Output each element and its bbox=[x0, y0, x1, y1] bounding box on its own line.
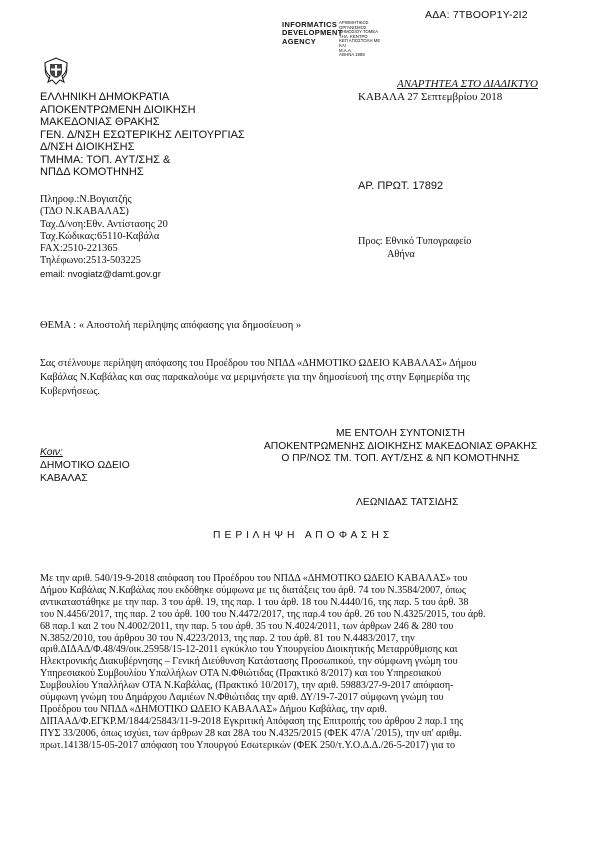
contact-info bbox=[40, 194, 168, 280]
info-line: Πληροφ.:Ν.Βογιατζής bbox=[40, 194, 132, 205]
recipient-to: Προς: Εθνικό Τυπογραφείο bbox=[358, 236, 472, 247]
info-line: Ταχ.Δ/νση:Εθν. Αντίστασης 20 bbox=[40, 218, 168, 230]
header-line: ΑΠΟΚΕΝΤΡΩΜΕΝΗ ΔΙΟΙΚΗΣΗ bbox=[40, 103, 196, 116]
signatory-name: ΛΕΩΝΙΔΑΣ ΤΑΤΣΙΔΗΣ bbox=[356, 497, 459, 508]
body-line: αντικαταστάθηκε με την παρ. 3 του άρθ. 19, της παρ. 1 του άρθ. 18 του Ν.4440/16, της παρ. 5 του άρθ. 38 bbox=[40, 596, 469, 608]
body-line: Με την αριθ. 540/19-9-2018 απόφαση του Προέδρου του ΝΠΔΔ «ΔΗΜΟΤΙΚΟ ΩΔΕΙΟ ΚΑΒΑΛΑΣ» του bbox=[40, 573, 468, 584]
cc-line: ΚΑΒΑΛΑΣ bbox=[40, 472, 88, 484]
header-line: ΕΛΛΗΝΙΚΗ ΔΗΜΟΚΡΑΤΙΑ bbox=[40, 91, 170, 103]
place-date: ΚΑΒΑΛΑ 27 Σεπτεμβρίου 2018 bbox=[358, 91, 503, 103]
intro-paragraph bbox=[40, 357, 476, 399]
body-line: αριθ.ΔΙΔΑΔ/Φ.48/49/οικ.25958/15-12-2011 εγκύκλιο του Υπουργείου Διοικητικής Μεταρρύθμισης και bbox=[40, 644, 458, 656]
signature-block bbox=[243, 428, 558, 466]
intro-line: Σας στέλνουμε περίληψη απόφασης του Προέδρου του ΝΠΔΔ «ΔΗΜΟΤΙΚΟ ΩΔΕΙΟ ΚΑΒΑΛΑΣ» Δήμου bbox=[40, 358, 477, 369]
header-line: ΓΕΝ. Δ/ΝΣΗ ΕΣΩΤΕΡΙΚΗΣ ΛΕΙΤΟΥΡΓΙΑΣ bbox=[40, 128, 245, 141]
recipient-city: Αθήνα bbox=[387, 249, 415, 260]
cc-label: Κοιν: bbox=[40, 447, 63, 458]
ida-logo-fine-print: ΑΡΙΘΜΗΤΙΚΟΣ ΟΡΓΑΝΙΣΜΟΣ ΔΗΜΟΣΙΟΥ ΤΟΜΕΑ ΤΗΛ. ΚΕΝΤΡΟ ΚΕΠ ΑΠΟΣΤΟΛΗ ΜΕ ΚΑΙ Μ.Α.Α. ΑΘΗΝΑ 1988 bbox=[339, 20, 381, 58]
info-line: (ΤΔΟ Ν.ΚΑΒΑΛΑΣ) bbox=[40, 206, 129, 218]
signature-line: Ο ΠΡ/ΝΟΣ ΤΜ. ΤΟΠ. ΑΥΤ/ΣΗΣ & ΝΠ ΚΟΜΟΤΗΝΗΣ bbox=[281, 453, 520, 465]
body-line: Συμβουλίου Υπαλλήλων ΟΤΑ Ν.Καβάλας, (Πρακτικό 10/2017), την αριθ. 59883/27-9-2017 απόφαση- bbox=[40, 680, 454, 692]
header-line: ΤΜΗΜΑ: ΤΟΠ. ΑΥΤ/ΣΗΣ & bbox=[40, 153, 171, 166]
summary-body bbox=[40, 573, 560, 752]
header-line: ΜΑΚΕΔΟΝΙΑΣ ΘΡΑΚΗΣ bbox=[40, 116, 160, 128]
body-line: του Ν.4456/2017, της παρ. 2 του άρθ. 100 του Ν.4472/2017, της παρ.4 του άρθ. 26 του Ν.4325/2015, του άρθ. bbox=[40, 608, 486, 620]
cc-line: ΔΗΜΟΤΙΚΟ ΩΔΕΙΟ bbox=[40, 459, 130, 471]
signature-line: ΜΕ ΕΝΤΟΛΗ ΣΥΝΤΟΝΙΣΤΗ bbox=[336, 428, 465, 439]
body-line: ΠΥΣ 33/2006, όπως ισχύει, των άρθρων 28 και 28Α του Ν.4325/2015 (ΦΕΚ 47/Α΄/2015), την υπ' αριθμ. bbox=[40, 727, 462, 739]
subject-line: ΘΕΜΑ : « Αποστολή περίληψης απόφασης για δημοσίευση » bbox=[40, 320, 302, 331]
posting-notice: ΑΝΑΡΤΗΤΕΑ ΣΤΟ ΔΙΑΔΙΚΤΥΟ bbox=[397, 78, 538, 90]
protocol-number: ΑΡ. ΠΡΩΤ. 17892 bbox=[358, 180, 444, 192]
body-line: ΔΙΠΑΑΔ/Φ.ΕΓΚΡ.Μ/1844/25843/11-9-2018 Εγκριτική Απόφαση της Επιτροπής του άρθρου 2 παρ.1 της bbox=[40, 715, 464, 727]
email-line: email: nvogiatz@damt.gov.gr bbox=[40, 267, 161, 279]
ada-code: ΑΔΑ: 7ΤΒΟΟΡ1Υ-2Ι2 bbox=[425, 9, 528, 21]
body-line: Ν.3852/2010, του άρθρου 30 του Ν.4223/2013, της παρ. 2 του άρθ. 81 του Ν.4483/2017, την bbox=[40, 632, 415, 644]
header-line: Δ/ΝΣΗ ΔΙΟΙΚΗΣΗΣ bbox=[40, 141, 135, 153]
coat-of-arms-svg bbox=[43, 57, 69, 85]
ida-logo-text: INFORMATICS DEVELOPMENT AGENCY bbox=[282, 20, 343, 46]
body-line: 68 παρ.1 και 2 του Ν.4002/2011, την παρ. 5 του άρθ. 35 του Ν.4024/2011, των άρθρων 246 & 280 του bbox=[40, 620, 454, 632]
sender-header bbox=[40, 91, 245, 179]
info-line: FAX:2510-221365 bbox=[40, 243, 118, 255]
body-line: Υπηρεσιακού Συμβουλίου Υπαλλήλων ΟΤΑ Ν.Φθιώτιδας (Πρακτικό 8/2017) και του Υπηρεσιακού bbox=[40, 668, 442, 680]
summary-title: Π Ε Ρ Ι Λ Η Ψ Η Α Π Ο Φ Α Σ Η Σ bbox=[213, 530, 390, 541]
recipient bbox=[358, 235, 471, 261]
cc-block bbox=[40, 447, 130, 485]
body-line: Ηλεκτρονικής Διακυβέρνησης – Γενική Διεύθυνση Κατάστασης Προσωπικού, την σύμφωνη γνώμη του bbox=[40, 656, 458, 668]
body-line: Προέδρου του ΝΠΔΔ «ΔΗΜΟΤΙΚΟ ΩΔΕΙΟ ΚΑΒΑΛΑΣ» Δήμου Καβάλας, την αριθ. bbox=[40, 703, 388, 715]
info-line: Ταχ.Κώδικας:65110-Καβάλα bbox=[40, 230, 160, 242]
header-line: ΝΠΔΔ ΚΟΜΟΤΗΝΗΣ bbox=[40, 166, 144, 178]
body-line: πρωτ.14138/15-05-2017 απόφαση του Υπουργού Εσωτερικών (ΦΕΚ 250/τ.Υ.Ο.Δ.Δ./26-5-2017) για το bbox=[40, 739, 456, 751]
greek-coat-of-arms-icon bbox=[43, 57, 69, 90]
intro-line: Κυβερνήσεως. bbox=[40, 386, 100, 397]
info-line: Τηλέφωνο:2513-503225 bbox=[40, 255, 141, 267]
intro-line: Καβάλας Ν.Καβάλας και σας παρακαλούμε να μεριμνήσετε για την δημοσίευσή της στην Εφημερίδα της bbox=[40, 372, 470, 383]
body-line: Δήμου Καβάλας Ν.Καβάλας που εκδόθηκε σύμφωνα με τις διατάξεις του άρθ. 74 του Ν.3584/2007, όπως bbox=[40, 584, 466, 596]
body-line: σύμφωνη γνώμη του Δημάρχου Λαμιέων Ν.Φθιώτιδας την αριθ. ΔΥ/19-7-2017 σύμφωνη γνώμη του bbox=[40, 692, 444, 704]
signature-line: ΑΠΟΚΕΝΤΡΩΜΕΝΗΣ ΔΙΟΙΚΗΣΗΣ ΜΑΚΕΔΟΝΙΑΣ ΘΡΑΚΗΣ bbox=[263, 440, 538, 452]
